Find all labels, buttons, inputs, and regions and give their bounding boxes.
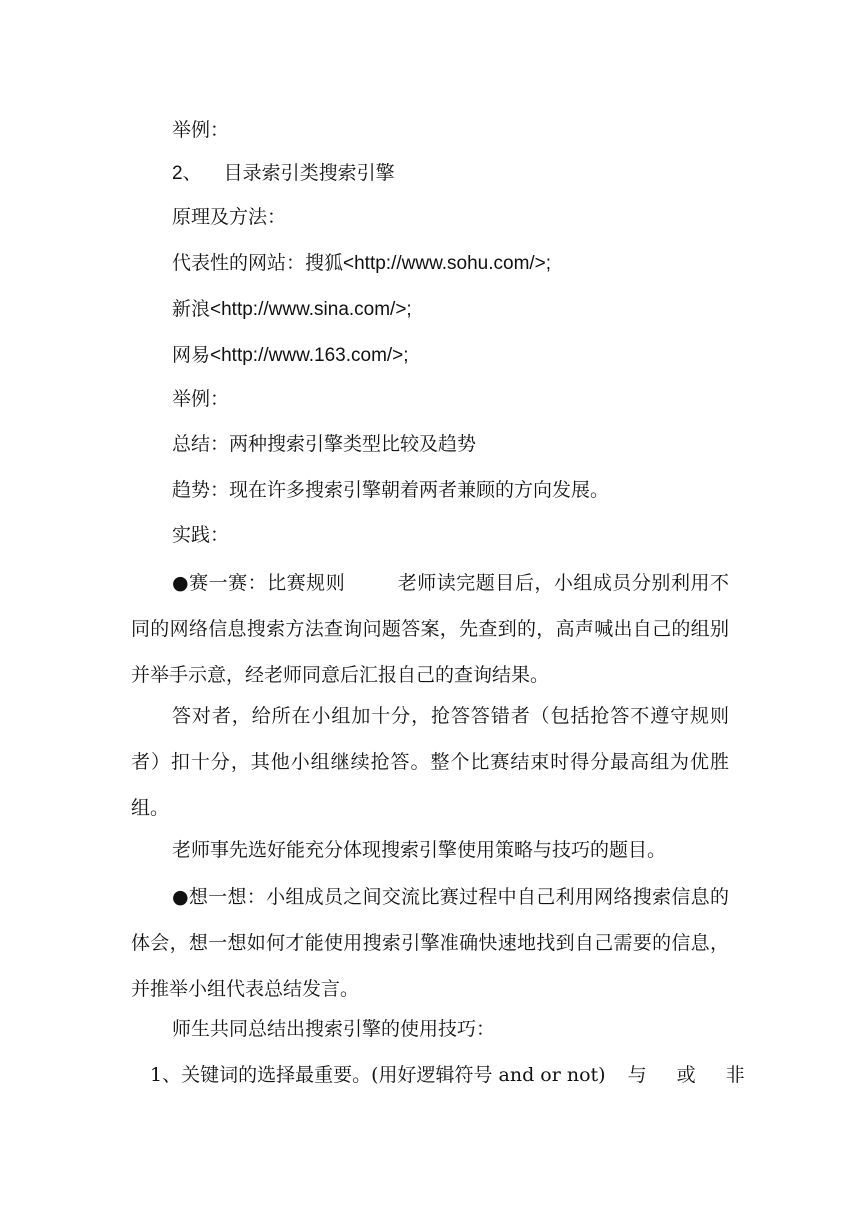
sina-url: <http://www.sina.com/>; <box>210 299 412 320</box>
sina-line <box>172 295 412 323</box>
example-label-2-text: 举例： <box>172 388 230 410</box>
tip-1-text: 1、关键词的选择最重要。(用好逻辑符号 and or not) <box>150 1064 606 1086</box>
example-label-1 <box>172 116 229 144</box>
example-label-1-text: 举例： <box>172 119 230 141</box>
principle-label <box>172 203 286 231</box>
practice-label <box>172 521 229 549</box>
trend-text: 趋势：现在许多搜索引擎朝着两者兼顾的方向发展。 <box>172 479 610 501</box>
teacher-preparation-text: 老师事先选好能充分体现搜索引擎使用策略与技巧的题目。 <box>172 839 667 861</box>
scoring-paragraph <box>131 693 729 831</box>
reflection-text: ●想一想：小组成员之间交流比赛过程中自己利用网络搜索信息的体会，想一想如何才能使用搜索引擎准确快速地找到自己需要的信息，并推举小组代表总结发言。 <box>131 886 729 1000</box>
section-title: 目录索引类搜索引擎 <box>223 162 395 184</box>
sina-prefix: 新浪 <box>172 298 211 320</box>
sohu-url: <http://www.sohu.com/>; <box>343 253 552 274</box>
scoring-text: 答对者，给所在小组加十分，抢答答错者（包括抢答不遵守规则者）扣十分，其他小组继续抢答。整个比赛结束时得分最高组为优胜组。 <box>131 705 729 819</box>
teacher-preparation-line <box>172 836 666 864</box>
reflection-paragraph <box>131 874 729 1012</box>
section-heading-directory-index <box>172 159 395 187</box>
logic-not-label: 非 <box>725 1064 745 1086</box>
netease-line <box>172 341 409 369</box>
trend-line <box>172 476 609 504</box>
competition-rules-text: 老师读完题目后，小组成员分别利用不同的网络信息搜索方法查询问题答案，先查到的，高声喊出自己的组别并举手示意，经老师同意后汇报自己的查询结果。 <box>131 572 729 686</box>
tip-1-line <box>150 1061 745 1089</box>
representative-sites-line <box>172 249 551 277</box>
netease-url: <http://www.163.com/>; <box>210 345 409 366</box>
practice-label-text: 实践： <box>172 524 230 546</box>
representative-sites-prefix: 代表性的网站：搜狐 <box>172 252 344 274</box>
principle-label-text: 原理及方法： <box>172 206 287 228</box>
competition-rules-paragraph <box>131 560 729 698</box>
logic-and-label: 与 <box>627 1064 647 1086</box>
logic-or-label: 或 <box>676 1064 696 1086</box>
competition-rules-label: ●赛一赛：比赛规则 <box>172 572 346 594</box>
tips-intro-text: 师生共同总结出搜索引擎的使用技巧： <box>172 1018 496 1040</box>
netease-prefix: 网易 <box>172 344 211 366</box>
tips-intro-line <box>172 1015 495 1043</box>
example-label-2 <box>172 385 229 413</box>
section-number: 2、 <box>172 163 202 184</box>
summary-text: 总结：两种搜索引擎类型比较及趋势 <box>172 433 477 455</box>
summary-line <box>172 430 476 458</box>
